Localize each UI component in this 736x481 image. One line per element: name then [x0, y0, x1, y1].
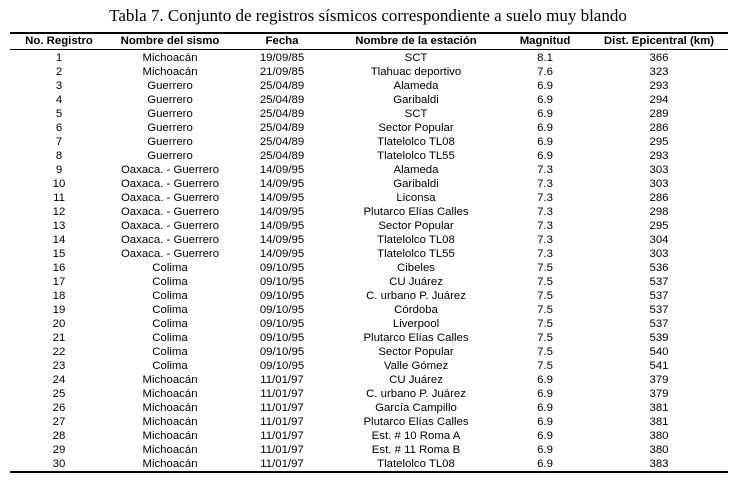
table-row: [10, 457, 728, 472]
cell-nombre-sismo: Michoacán: [142, 444, 198, 456]
cell-nombre-estacion: C. urbano P. Juárez: [366, 388, 466, 400]
cell-fecha: 25/04/89: [259, 94, 305, 106]
cell-magnitud: 6.9: [537, 374, 553, 386]
cell-dist-epicentral: 381: [649, 402, 669, 414]
cell-dist-epicentral: 536: [649, 262, 669, 274]
cell-nombre-estacion: Alameda: [393, 164, 439, 176]
cell-nombre-estacion: CU Juárez: [389, 276, 443, 288]
cell-nombre-estacion: Liconsa: [396, 192, 436, 204]
table-row: [10, 289, 728, 303]
cell-magnitud: 7.3: [537, 234, 553, 246]
cell-dist-epicentral: 366: [649, 52, 669, 64]
cell-magnitud: 6.9: [537, 430, 553, 442]
table-row: [10, 65, 728, 79]
cell-dist-epicentral: 537: [649, 318, 669, 330]
cell-nombre-estacion: Liverpool: [392, 318, 440, 330]
cell-nombre-estacion: Tlatelolco TL08: [377, 234, 455, 246]
cell-nombre-sismo: Guerrero: [147, 80, 193, 92]
cell-no-registro: 19: [52, 304, 66, 316]
cell-nombre-estacion: SCT: [404, 108, 428, 120]
cell-nombre-sismo: Michoacán: [142, 416, 198, 428]
cell-fecha: 25/04/89: [259, 122, 305, 134]
cell-dist-epicentral: 541: [649, 360, 669, 372]
cell-magnitud: 6.9: [537, 80, 553, 92]
cell-no-registro: 18: [52, 290, 66, 302]
cell-no-registro: 5: [55, 108, 63, 120]
cell-nombre-estacion: SCT: [404, 52, 428, 64]
table-row: [10, 219, 728, 233]
cell-nombre-estacion: Est. # 10 Roma A: [371, 430, 461, 442]
cell-fecha: 11/01/97: [260, 402, 304, 414]
cell-no-registro: 20: [52, 318, 66, 330]
cell-fecha: 11/01/97: [260, 430, 304, 442]
cell-fecha: 11/01/97: [260, 444, 304, 456]
cell-dist-epicentral: 293: [649, 150, 669, 162]
cell-nombre-sismo: Oaxaca. - Guerrero: [120, 234, 220, 246]
table-row: [10, 359, 728, 373]
cell-dist-epicentral: 540: [649, 346, 669, 358]
cell-no-registro: 13: [52, 220, 66, 232]
table-row: [10, 205, 728, 219]
cell-no-registro: 26: [52, 402, 66, 414]
seismic-records-table: [10, 32, 728, 473]
cell-nombre-sismo: Michoacán: [142, 52, 198, 64]
cell-nombre-sismo: Colima: [152, 304, 188, 316]
cell-nombre-estacion: Cibeles: [397, 262, 435, 274]
cell-fecha: 11/01/97: [260, 388, 304, 400]
table-row: [10, 135, 728, 149]
cell-no-registro: 23: [52, 360, 66, 372]
cell-fecha: 09/10/95: [259, 318, 305, 330]
cell-nombre-sismo: Oaxaca. - Guerrero: [120, 206, 220, 218]
table-row: [10, 107, 728, 121]
table-row: [10, 331, 728, 345]
cell-no-registro: 3: [55, 80, 63, 92]
cell-nombre-sismo: Oaxaca. - Guerrero: [120, 164, 220, 176]
cell-nombre-sismo: Guerrero: [147, 150, 193, 162]
cell-no-registro: 6: [55, 122, 63, 134]
cell-magnitud: 7.5: [537, 262, 553, 274]
cell-no-registro: 24: [52, 374, 66, 386]
table-row: [10, 149, 728, 163]
cell-nombre-estacion: Plutarco Elías Calles: [363, 416, 469, 428]
cell-dist-epicentral: 537: [649, 304, 669, 316]
cell-dist-epicentral: 293: [649, 80, 669, 92]
cell-nombre-sismo: Michoacán: [142, 388, 198, 400]
cell-nombre-sismo: Michoacán: [142, 66, 198, 78]
table-row: [10, 401, 728, 415]
cell-fecha: 09/10/95: [259, 332, 305, 344]
cell-magnitud: 7.5: [537, 318, 553, 330]
cell-nombre-sismo: Colima: [152, 360, 188, 372]
cell-magnitud: 6.9: [537, 122, 553, 134]
cell-magnitud: 6.9: [537, 108, 553, 120]
cell-nombre-sismo: Colima: [152, 346, 188, 358]
cell-fecha: 19/09/85: [259, 52, 305, 64]
header-fecha: Fecha: [265, 35, 299, 47]
cell-magnitud: 8.1: [537, 52, 553, 64]
table-row: [10, 387, 728, 401]
cell-no-registro: 4: [55, 94, 63, 106]
cell-magnitud: 7.5: [537, 276, 553, 288]
cell-dist-epicentral: 380: [649, 444, 669, 456]
cell-magnitud: 7.3: [537, 192, 553, 204]
cell-no-registro: 9: [55, 164, 63, 176]
header-no-registro: No. Registro: [25, 35, 93, 47]
cell-fecha: 14/09/95: [259, 248, 305, 260]
cell-nombre-sismo: Guerrero: [147, 122, 193, 134]
cell-magnitud: 7.5: [537, 304, 553, 316]
cell-magnitud: 7.5: [537, 346, 553, 358]
cell-nombre-sismo: Colima: [152, 332, 188, 344]
cell-no-registro: 30: [10, 457, 108, 472]
cell-nombre-estacion: Tlatelolco TL08: [332, 457, 500, 472]
cell-magnitud: 7.3: [537, 206, 553, 218]
cell-nombre-sismo: Michoacán: [142, 402, 198, 414]
cell-no-registro: 22: [52, 346, 66, 358]
cell-no-registro: 17: [52, 276, 66, 288]
table-row: [10, 415, 728, 429]
cell-magnitud: 6.9: [537, 388, 553, 400]
cell-nombre-estacion: Sector Popular: [378, 220, 454, 232]
cell-dist-epicentral: 295: [649, 220, 669, 232]
cell-fecha: 11/01/97: [232, 457, 332, 472]
cell-dist-epicentral: 303: [649, 164, 669, 176]
cell-fecha: 09/10/95: [259, 304, 305, 316]
cell-magnitud: 6.9: [537, 402, 553, 414]
table-row: [10, 121, 728, 135]
cell-fecha: 09/10/95: [259, 276, 305, 288]
cell-dist-epicentral: 303: [649, 178, 669, 190]
cell-dist-epicentral: 537: [649, 276, 669, 288]
cell-dist-epicentral: 383: [590, 457, 728, 472]
cell-no-registro: 14: [52, 234, 66, 246]
header-nombre-sismo: Nombre del sismo: [120, 35, 220, 47]
cell-nombre-estacion: Tlatelolco TL08: [377, 136, 455, 148]
cell-fecha: 25/04/89: [259, 136, 305, 148]
cell-nombre-estacion: Plutarco Elías Calles: [363, 332, 469, 344]
cell-nombre-sismo: Oaxaca. - Guerrero: [120, 248, 220, 260]
table-row: [10, 317, 728, 331]
cell-magnitud: 7.3: [537, 178, 553, 190]
table-caption: Tabla 7. Conjunto de registros sísmicos correspondiente a suelo muy blando: [109, 6, 627, 25]
cell-nombre-estacion: C. urbano P. Juárez: [366, 290, 466, 302]
cell-fecha: 14/09/95: [259, 234, 305, 246]
table-row: [10, 443, 728, 457]
table-row: [10, 303, 728, 317]
cell-magnitud: 6.9: [537, 94, 553, 106]
cell-magnitud: 7.3: [537, 164, 553, 176]
cell-nombre-estacion: Tlatelolco TL55: [377, 248, 455, 260]
cell-nombre-estacion: Valle Gómez: [383, 360, 449, 372]
cell-fecha: 09/10/95: [259, 360, 305, 372]
header-nombre-estacion: Nombre de la estación: [355, 35, 477, 47]
cell-dist-epicentral: 381: [649, 416, 669, 428]
table-row: [10, 79, 728, 93]
cell-fecha: 25/04/89: [259, 150, 305, 162]
cell-no-registro: 8: [55, 150, 63, 162]
cell-nombre-sismo: Guerrero: [147, 136, 193, 148]
cell-dist-epicentral: 323: [649, 66, 669, 78]
cell-magnitud: 6.9: [537, 444, 553, 456]
table-row: [10, 345, 728, 359]
cell-fecha: 09/10/95: [259, 290, 305, 302]
cell-nombre-sismo: Guerrero: [147, 94, 193, 106]
cell-nombre-estacion: Sector Popular: [378, 346, 454, 358]
cell-no-registro: 21: [52, 332, 66, 344]
cell-no-registro: 15: [52, 248, 66, 260]
cell-dist-epicentral: 379: [649, 374, 669, 386]
cell-magnitud: 7.3: [537, 220, 553, 232]
cell-nombre-estacion: Garibaldi: [393, 178, 439, 190]
cell-dist-epicentral: 295: [649, 136, 669, 148]
cell-nombre-estacion: Plutarco Elías Calles: [363, 206, 469, 218]
cell-nombre-estacion: Est. # 11 Roma B: [371, 444, 461, 456]
cell-no-registro: 1: [55, 52, 63, 64]
table-row: [10, 373, 728, 387]
cell-fecha: 09/10/95: [259, 346, 305, 358]
cell-no-registro: 11: [53, 192, 65, 204]
cell-nombre-sismo: Michoacán: [142, 374, 198, 386]
cell-magnitud: 7.3: [537, 248, 553, 260]
cell-fecha: 21/09/85: [259, 66, 305, 78]
cell-nombre-sismo: Oaxaca. - Guerrero: [120, 178, 220, 190]
cell-fecha: 14/09/95: [259, 164, 305, 176]
cell-fecha: 14/09/95: [259, 220, 305, 232]
cell-magnitud: 7.6: [537, 66, 553, 78]
table-row: [10, 261, 728, 275]
table-header: [10, 33, 728, 50]
table-row: [10, 429, 728, 443]
cell-magnitud: 7.5: [537, 360, 553, 372]
cell-fecha: 25/04/89: [259, 80, 305, 92]
cell-nombre-sismo: Colima: [152, 276, 188, 288]
cell-nombre-estacion: Garibaldi: [393, 94, 439, 106]
cell-magnitud: 6.9: [537, 416, 553, 428]
table-row: [10, 233, 728, 247]
table-row: [10, 191, 728, 205]
cell-no-registro: 28: [52, 430, 66, 442]
cell-fecha: 11/01/97: [260, 374, 304, 386]
cell-fecha: 14/09/95: [259, 192, 305, 204]
cell-dist-epicentral: 289: [649, 108, 669, 120]
cell-no-registro: 27: [52, 416, 66, 428]
cell-fecha: 25/04/89: [259, 108, 305, 120]
cell-nombre-estacion: García Campillo: [375, 402, 457, 414]
cell-nombre-sismo: Oaxaca. - Guerrero: [120, 192, 220, 204]
table-body: [10, 50, 728, 473]
cell-fecha: 11/01/97: [260, 416, 304, 428]
cell-nombre-sismo: Colima: [152, 318, 188, 330]
cell-magnitud: 7.5: [537, 290, 553, 302]
cell-nombre-estacion: Tlahuac deportivo: [370, 66, 462, 78]
cell-dist-epicentral: 286: [649, 192, 669, 204]
cell-magnitud: 7.5: [537, 332, 553, 344]
cell-no-registro: 10: [52, 178, 66, 190]
cell-magnitud: 6.9: [500, 457, 590, 472]
cell-magnitud: 6.9: [537, 150, 553, 162]
cell-dist-epicentral: 537: [649, 290, 669, 302]
table-row: [10, 177, 728, 191]
cell-dist-epicentral: 286: [649, 122, 669, 134]
cell-no-registro: 7: [55, 136, 63, 148]
cell-nombre-sismo: Colima: [152, 262, 188, 274]
cell-dist-epicentral: 379: [649, 388, 669, 400]
cell-dist-epicentral: 380: [649, 430, 669, 442]
cell-nombre-estacion: Córdoba: [394, 304, 438, 316]
cell-nombre-sismo: Guerrero: [147, 108, 193, 120]
cell-nombre-estacion: CU Juárez: [389, 374, 443, 386]
cell-no-registro: 25: [52, 388, 66, 400]
cell-dist-epicentral: 298: [649, 206, 669, 218]
cell-nombre-sismo: Colima: [152, 290, 188, 302]
cell-no-registro: 2: [55, 66, 63, 78]
table-row: [10, 163, 728, 177]
cell-dist-epicentral: 294: [649, 94, 669, 106]
header-dist-epicentral: Dist. Epicentral (km): [603, 35, 715, 47]
cell-dist-epicentral: 539: [649, 332, 669, 344]
cell-fecha: 14/09/95: [259, 206, 305, 218]
cell-no-registro: 12: [52, 206, 66, 218]
cell-magnitud: 6.9: [537, 136, 553, 148]
cell-nombre-estacion: Tlatelolco TL55: [377, 150, 455, 162]
cell-nombre-sismo: Oaxaca. - Guerrero: [120, 220, 220, 232]
table-row: [10, 93, 728, 107]
cell-nombre-estacion: Sector Popular: [378, 122, 454, 134]
header-row: [10, 33, 728, 50]
cell-nombre-sismo: Michoacán: [108, 457, 232, 472]
table-row: [10, 50, 728, 66]
table-row: [10, 247, 728, 261]
cell-fecha: 14/09/95: [259, 178, 305, 190]
cell-dist-epicentral: 304: [649, 234, 669, 246]
cell-no-registro: 29: [52, 444, 66, 456]
cell-fecha: 09/10/95: [259, 262, 305, 274]
header-magnitud: Magnitud: [519, 35, 571, 47]
cell-nombre-sismo: Michoacán: [142, 430, 198, 442]
table-row: [10, 275, 728, 289]
cell-nombre-estacion: Alameda: [393, 80, 439, 92]
cell-dist-epicentral: 303: [649, 248, 669, 260]
cell-no-registro: 16: [52, 262, 66, 274]
